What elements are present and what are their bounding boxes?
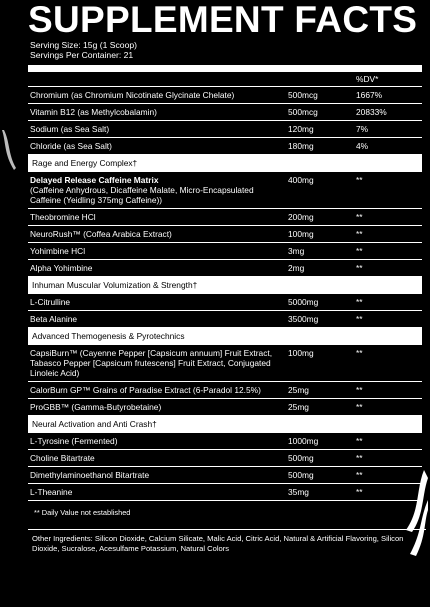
nutrient-amount: 200mg	[288, 212, 314, 222]
nutrient-amount: 35mg	[288, 487, 309, 497]
nutrient-dv: **	[356, 212, 363, 222]
delayed-caffeine-dv: **	[356, 175, 363, 185]
supplement-facts-panel	[18, 0, 422, 607]
servings-per-container: Servings Per Container: 21	[30, 50, 134, 60]
nutrient-name: Vitamin B12 (as Methylcobalamin)	[30, 107, 157, 117]
footnote: ** Daily Value not established	[34, 508, 131, 517]
nutrient-amount: 100mg	[288, 229, 314, 239]
nutrient-name: Sodium (as Sea Salt)	[30, 124, 110, 134]
nutrient-dv: **	[356, 436, 363, 446]
nutrient-name: Yohimbine HCl	[30, 246, 86, 256]
facts-table	[28, 71, 422, 501]
section-thermogenesis: Advanced Themogenesis & Pyrotechnics	[28, 328, 422, 345]
table-row	[28, 345, 422, 382]
table-row	[28, 382, 422, 399]
table-row	[28, 121, 422, 138]
table-header-row	[28, 72, 422, 87]
nutrient-amount: 3mg	[288, 246, 305, 256]
table-row	[28, 104, 422, 121]
delayed-caffeine-desc: (Caffeine Anhydrous, Dicaffeine Malate, Micro-Encapsulated Caffeine (Yeidling 375mg Caffeine))	[30, 185, 254, 205]
nutrient-amount: 500mcg	[288, 90, 318, 100]
nutrient-dv: **	[356, 487, 363, 497]
table-row	[28, 138, 422, 155]
bottom-divider	[28, 529, 426, 530]
table-row-delayed-caffeine	[28, 172, 422, 209]
table-row	[28, 311, 422, 328]
table-row	[28, 226, 422, 243]
nutrient-name: ProGBB™ (Gamma-Butyrobetaine)	[30, 402, 162, 412]
section-neural-activation: Neural Activation and Anti Crash†	[28, 416, 422, 433]
table-row	[28, 467, 422, 484]
table-row	[28, 260, 422, 277]
nutrient-name: CapsiBurn™ (Cayenne Pepper [Capsicum annuum] Fruit Extract, Tabasco Pepper [Capsicum frutescens] Fruit Extract, Conjugated Linoleic Acid)	[30, 348, 273, 378]
nutrient-name: Dimethylaminoethanol Bitartrate	[30, 470, 150, 480]
nutrient-amount: 100mg	[288, 348, 314, 358]
nutrient-name: Choline Bitartrate	[30, 453, 95, 463]
nutrient-dv: **	[356, 470, 363, 480]
table-row	[28, 243, 422, 260]
nutrient-dv: **	[356, 453, 363, 463]
table-row	[28, 87, 422, 104]
nutrient-dv: **	[356, 385, 363, 395]
table-row	[28, 450, 422, 467]
nutrient-name: Alpha Yohimbine	[30, 263, 93, 273]
delayed-caffeine-amount: 400mg	[288, 175, 314, 185]
nutrient-amount: 1000mg	[288, 436, 319, 446]
nutrient-amount: 180mg	[288, 141, 314, 151]
claw-mark-icon	[394, 470, 428, 560]
nutrient-name: L-Citrulline	[30, 297, 71, 307]
nutrient-dv: **	[356, 263, 363, 273]
other-ingredients: Other Ingredients: Silicon Dioxide, Calcium Silicate, Malic Acid, Citric Acid, Natural & Artificial Flavoring, Silicon Dioxide, Sucralose, Acesulfame Potassium, Natural Colors	[32, 534, 404, 553]
nutrient-name: NeuroRush™ (Coffea Arabica Extract)	[30, 229, 172, 239]
nutrient-name: CalorBurn GP™ Grains of Paradise Extract (6-Paradol 12.5%)	[30, 385, 261, 395]
nutrient-dv: 1667%	[356, 90, 383, 100]
claw-scratch-icon	[0, 130, 18, 170]
table-row	[28, 433, 422, 450]
section-muscular-volumization: Inhuman Muscular Volumization & Strength†	[28, 277, 422, 294]
nutrient-amount: 3500mg	[288, 314, 319, 324]
nutrient-dv: 4%	[356, 141, 369, 151]
nutrient-amount: 25mg	[288, 385, 309, 395]
nutrient-dv: **	[356, 314, 363, 324]
table-row	[28, 294, 422, 311]
nutrient-dv: **	[356, 297, 363, 307]
nutrient-amount: 2mg	[288, 263, 305, 273]
nutrient-amount: 500mg	[288, 470, 314, 480]
table-row	[28, 484, 422, 501]
nutrient-name: Chromium (as Chromium Nicotinate Glycinate Chelate)	[30, 90, 235, 100]
nutrient-name: Beta Alanine	[30, 314, 78, 324]
nutrient-dv: **	[356, 229, 363, 239]
nutrient-dv: 20833%	[356, 107, 387, 117]
nutrient-amount: 5000mg	[288, 297, 319, 307]
nutrient-name: L-Theanine	[30, 487, 73, 497]
dv-header: %DV*	[356, 74, 379, 84]
page-title: SUPPLEMENT FACTS	[28, 0, 418, 40]
nutrient-dv: **	[356, 246, 363, 256]
nutrient-amount: 25mg	[288, 402, 309, 412]
nutrient-amount: 500mcg	[288, 107, 318, 117]
nutrient-name: L-Tyrosine (Fermented)	[30, 436, 118, 446]
nutrient-amount: 120mg	[288, 124, 314, 134]
delayed-caffeine-name: Delayed Release Caffeine Matrix	[30, 175, 159, 185]
table-row	[28, 399, 422, 416]
serving-size: Serving Size: 15g (1 Scoop)	[30, 40, 138, 50]
table-row	[28, 209, 422, 226]
nutrient-dv: 7%	[356, 124, 369, 134]
section-rage-energy: Rage and Energy Complex†	[28, 155, 422, 172]
nutrient-name: Theobromine HCl	[30, 212, 96, 222]
nutrient-amount: 500mg	[288, 453, 314, 463]
nutrient-dv: **	[356, 348, 363, 358]
nutrient-dv: **	[356, 402, 363, 412]
nutrient-name: Chloride (as Sea Salt)	[30, 141, 112, 151]
